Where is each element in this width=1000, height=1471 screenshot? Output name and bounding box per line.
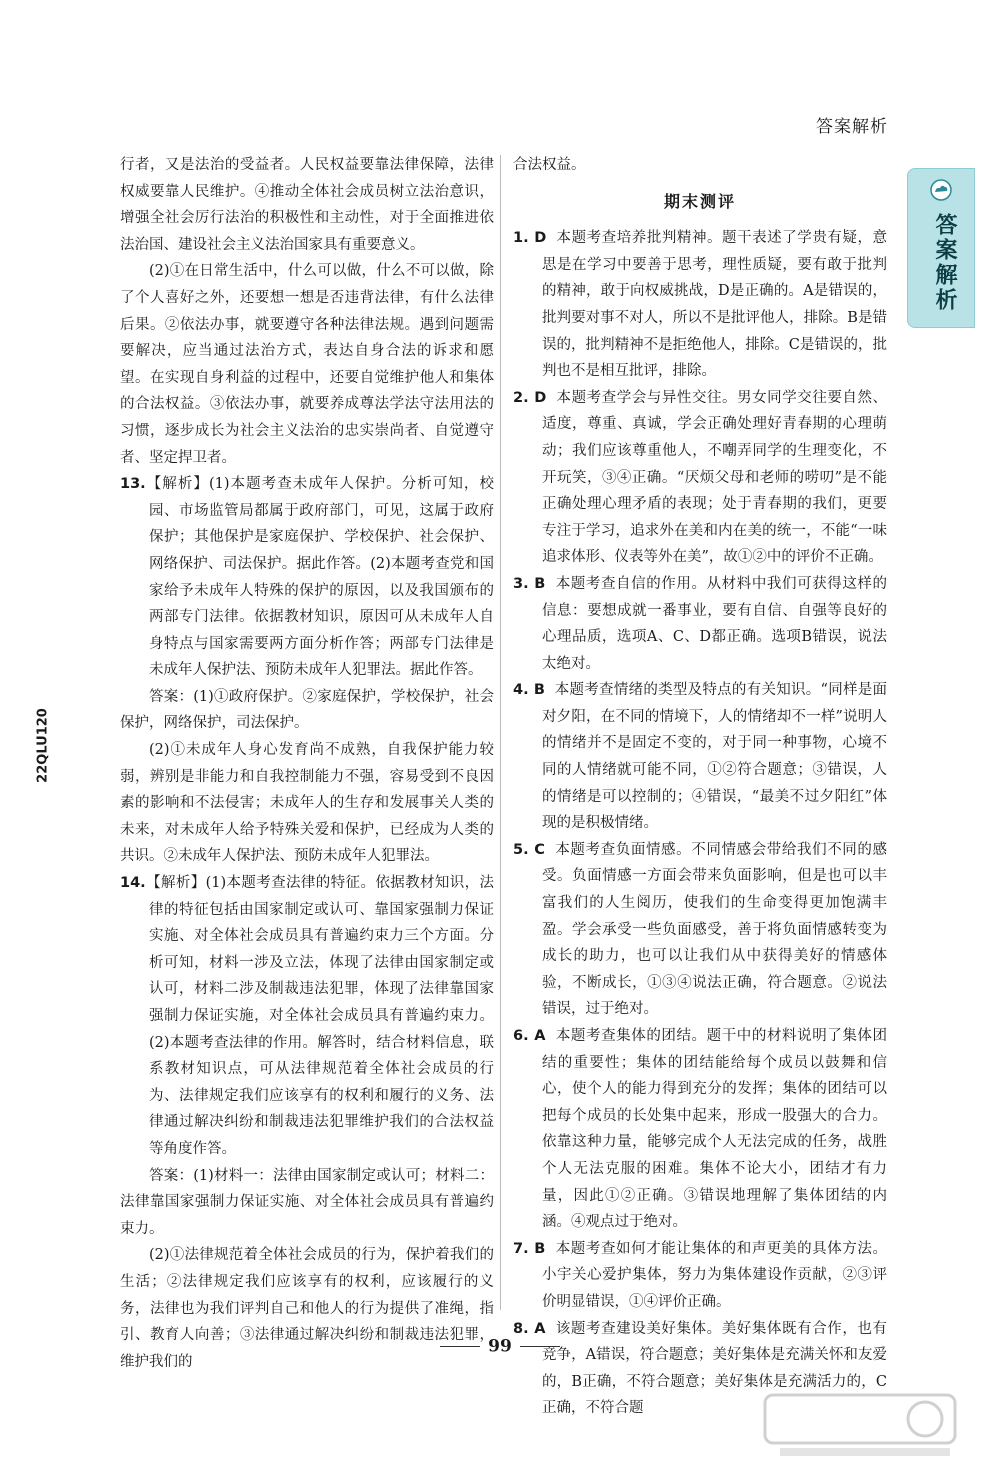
item-number: 2. D: [513, 389, 547, 406]
continuation-paragraph: 行者，又是法治的受益者。人民权益要靠法律保障，法律权威要靠人民维护。④推动全体社会成员树立法治意识，增强全社会厉行法治的积极性和主动性，对于全面推进依法治国、建设社会主义法治国家具有重要意义。: [120, 157, 494, 253]
item-13-answer-2: (2)①未成年人身心发育尚不成熟，自我保护能力较弱，辨别是非能力和自我控制能力不强，容易受到不良因素的影响和不法侵害；未成年人的生存和发展事关人类的未来，对未成年人给予特殊关爱和保护，已经成为人类的共识。②未成年人保护法、预防未成年人犯罪法。: [120, 742, 494, 865]
item-14-analysis: [120, 870, 494, 1163]
item-text: 【解析】(1)本题考查法律的特征。依据教材知识，法律的特征包括由国家制定或认可、靠国家强制力保证实施、对全体社会成员具有普遍约束力三个方面。分析可知，材料一涉及立法，体现了法律由国家制定或认可，材料二涉及制裁违法犯罪，体现了法律靠国家强制力保证实施，对全体社会成员具有普遍约束力。(2)本题考查法律的作用。解答时，结合材料信息，联系教材知识点，可从法律规范着全体社会成员的行为、法律规定我们应该享有的权利和履行的义务、法律通过解决纠纷和制裁违法犯罪维护我们的合法权益等角度作答。: [145, 875, 494, 1157]
footer-line-left: [440, 1346, 480, 1347]
item-text: 【解析】(1)本题考查未成年人保护。分析可知，校园、市场监管局都属于政府部门，可见，这属于政府保护；其他保护是家庭保护、学校保护、社会保护、网络保护、司法保护。据此作答。(2)本题考查党和国家给予未成年人特殊的保护的原因，以及我国颁布的两部专门法律。依据教材知识，原因可从未成年人自身特点与国家需要两方面分析作答；两部专门法律是未成年人保护法、预防未成年人犯罪法。据此作答。: [145, 476, 494, 679]
item-number: 5. C: [513, 841, 545, 858]
tab-label: 答案解析: [932, 213, 957, 313]
page-header-title: 答案解析: [816, 117, 888, 137]
item-13-analysis: [120, 471, 494, 684]
item-number: 4. B: [513, 682, 545, 699]
answer-item: [513, 385, 887, 571]
continuation-text: 合法权益。: [513, 157, 586, 173]
answer-tab: [907, 168, 975, 328]
answer-paragraph: (2)①在日常生活中，什么可以做，什么不可以做，除了个人喜好之外，还要想一想是否违背法律，有什么法律后果。②依法办事，就要遵守各种法律法规。遇到问题需要解决，应当通过法治方式，表达自身合法的诉求和愿望。在实现自身利益的过程中，还要自觉维护他人和集体的合法权益。③依法办事，就要养成尊法学法守法用法的习惯，逐步成长为社会主义法治的忠实崇尚者、自觉遵守者、坚定捍卫者。: [120, 263, 494, 466]
item-text: 本题考查自信的作用。从材料中我们可获得这样的信息：要想成就一番事业，要有自信、自强等良好的心理品质，选项A、C、D都正确。选项B错误，说法太绝对。: [542, 575, 888, 672]
answer-item: [513, 1236, 887, 1316]
item-text: 本题考查学会与异性交往。男女同学交往要自然、适度，尊重、真诚，学会正确处理好青春期的心理萌动；我们应该尊重他人，不嘲弄同学的生理变化，不开玩笑，③④正确。“厌烦父母和老师的唠叨”是不能正确处理心理矛盾的表现；处于青春期的我们，更要专注于学习，追求外在美和内在美的统一，不能“一味追求体形、仪表等外在美”，故①②中的评价不正确。: [542, 389, 888, 566]
item-number: 3. B: [513, 575, 546, 592]
cloud-icon: [930, 179, 952, 201]
item-number: 7. B: [513, 1240, 546, 1257]
item-number: 6. A: [513, 1028, 546, 1044]
left-column: [120, 152, 494, 1375]
item-number: 13.: [120, 476, 146, 493]
item-number: 1. D: [513, 230, 547, 247]
item-13-answer: 答案：(1)①政府保护。②家庭保护，学校保护，社会保护，网络保护，司法保护。: [120, 688, 494, 732]
answer-item: [513, 1023, 887, 1236]
item-number: 14.: [120, 875, 146, 892]
page-footer: [0, 1336, 1000, 1357]
item-text: 本题考查如何才能让集体的和声更美的具体方法。小宇关心爱护集体，努力为集体建设作贡献，②③评价明显错误，①④评价正确。: [542, 1240, 888, 1310]
answer-item: [513, 837, 887, 1023]
item-number: 8. A: [513, 1320, 546, 1337]
page-number: 99: [488, 1336, 512, 1357]
item-14-answer: 答案：(1)材料一：法律由国家制定或认可；材料二：法律靠国家强制力保证实施、对全体社会成员具有普遍约束力。: [120, 1167, 494, 1237]
watermark-logo: [760, 1390, 960, 1460]
column-divider: [500, 155, 501, 1310]
right-column: [513, 152, 887, 1422]
item-text: 本题考查集体的团结。题干中的材料说明了集体团结的重要性；集体的团结能给每个成员以鼓舞和信心，使个人的能力得到充分的发挥；集体的团结可以把每个成员的长处集中起来，形成一股强大的合力。依靠这种力量，能够完成个人无法完成的任务，战胜个人无法克服的困难。集体不论大小，团结才有力量，因此①②正确。③错误地理解了集体团结的内涵。④观点过于绝对。: [542, 1028, 888, 1231]
side-code-text: 22QLU120: [35, 708, 51, 783]
answer-item: [513, 571, 887, 677]
side-code: [28, 700, 58, 790]
section-title: 期末测评: [663, 191, 736, 211]
answer-item: [513, 225, 887, 385]
item-14-answer-2: (2)①法律规范着全体社会成员的行为，保护着我们的生活；②法律规定我们应该享有的权利，应该履行的义务，法律也为我们评判自己和他人的行为提供了准绳，指引、教育人向善；③法律通过解决纠纷和制裁违法犯罪，维护我们的: [120, 1247, 494, 1370]
answer-item: [513, 677, 887, 837]
item-text: 本题考查培养批判精神。题干表述了学贵有疑，意思是在学习中要善于思考，理性质疑，要有敢于批判的精神，敢于向权威挑战，D是正确的。A是错误的，批判要对事不对人，所以不是批评他人，排除。B是错误的，批判精神不是拒绝他人，排除。C是错误的，批判也不是相互批评，排除。: [542, 230, 888, 380]
footer-line-right: [520, 1346, 560, 1347]
item-text: 本题考查负面情感。不同情感会带给我们不同的感受。负面情感一方面会带来负面影响，但是也可以丰富我们的人生阅历，使我们的生命变得更加饱满丰盈。学会承受一些负面感受，善于将负面情感转变为成长的助力，也可以让我们从中获得美好的情感体验，不断成长，①③④说法正确，符合题意。②说法错误，过于绝对。: [542, 841, 887, 1018]
item-text: 该题考查建设美好集体。美好集体既有合作，也有竞争，A错误，符合题意；美好集体是充满关怀和友爱的，B正确，不符合题意；美好集体是充满活力的，C正确，不符合题: [542, 1320, 888, 1417]
item-text: 本题考查情绪的类型及特点的有关知识。“同样是面对夕阳，在不同的情境下，人的情绪却不一样”说明人的情绪并不是固定不变的，对于同一种事物，心境不同的人情绪就可能不同，①②符合题意；③错误，人的情绪是可以控制的；④错误，“最美不过夕阳红”体现的是积极情绪。: [542, 682, 888, 832]
